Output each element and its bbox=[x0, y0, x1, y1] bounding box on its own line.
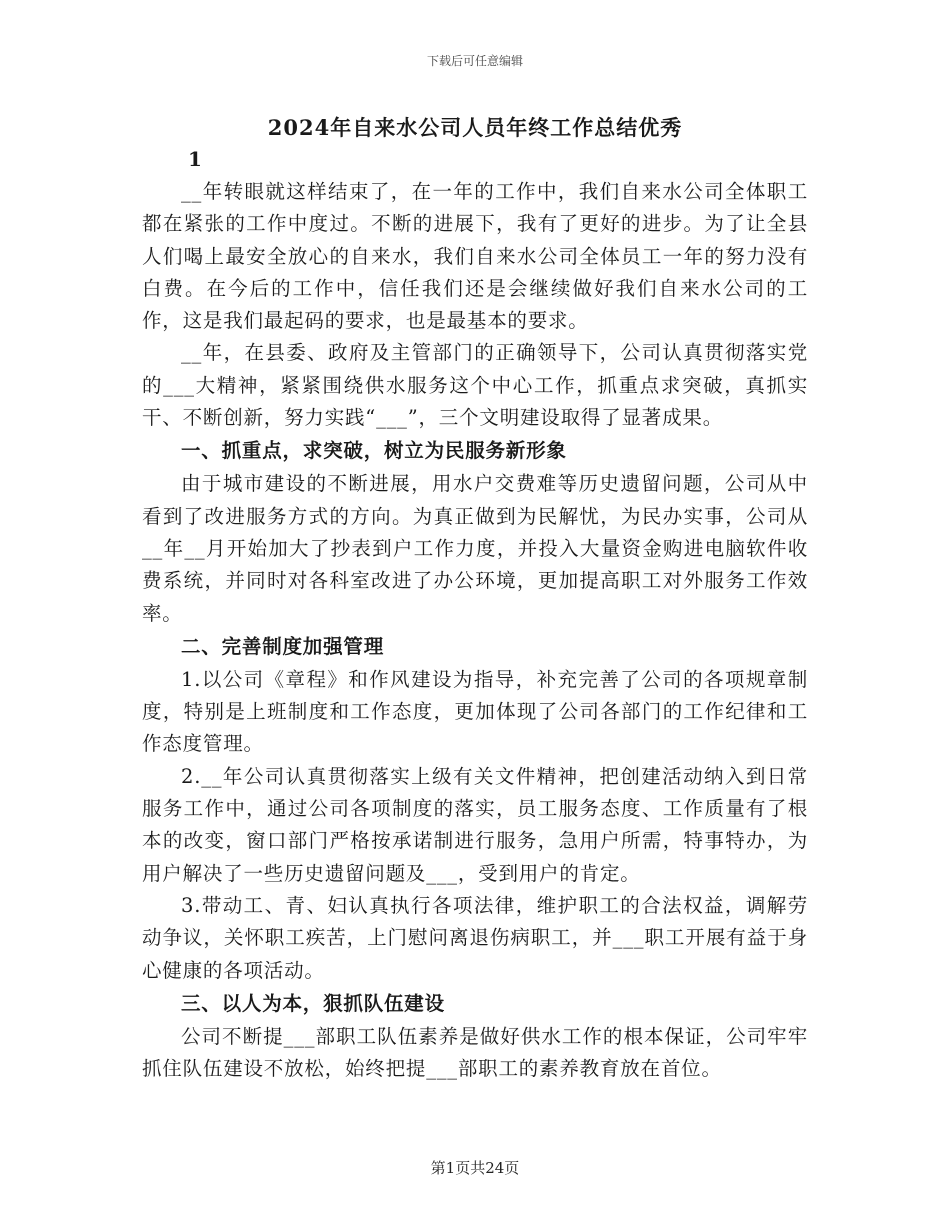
document-title: 2024年自来水公司人员年终工作总结优秀 bbox=[267, 115, 683, 140]
section-heading-1: 一、抓重点，求突破，树立为民服务新形象 bbox=[181, 439, 567, 463]
section-3-paragraph-1: 公司不断提___部职工队伍素养是做好供水工作的根本保证，公司牢牢抓住队伍建设不放松，始终把提___部职工的素养教育放在首位。 bbox=[142, 1024, 808, 1081]
section-2-paragraph-3: 3.带动工、青、妇认真执行各项法律，维护职工的合法权益，调解劳动争议，关怀职工疾苦，上门慰问离退伤病职工，并___职工开展有益于身心健康的各项活动。 bbox=[142, 893, 808, 982]
page-number-footer: 第1页共24页 bbox=[430, 1159, 520, 1177]
page-header: 下载后可任意编辑 bbox=[426, 54, 523, 68]
document-body bbox=[142, 142, 808, 1085]
section-1-paragraph-1: 由于城市建设的不断进展，用水户交费难等历史遗留问题，公司从中看到了改进服务方式的方向。为真正做到为民解忧，为民办实事，公司从__年__月开始加大了抄表到户工作力度，并投入大量资金购进电脑软件收费系统，并同时对各科室改进了办公环境，更加提高职工对外服务工作效率。 bbox=[142, 472, 808, 625]
section-number: 1 bbox=[188, 147, 202, 171]
section-heading-3: 三、以人为本，狠抓队伍建设 bbox=[181, 991, 445, 1015]
intro-paragraph-2: __年，在县委、政府及主管部门的正确领导下，公司认真贯彻落实党的___大精神，紧紧围绕供水服务这个中心工作，抓重点求突破，真抓实干、不断创新，努力实践“___”，三个文明建设取得了显著成果。 bbox=[142, 341, 808, 430]
intro-paragraph-1: __年转眼就这样结束了，在一年的工作中，我们自来水公司全体职工都在紧张的工作中度过。不断的进展下，我有了更好的进步。为了让全县人们喝上最安全放心的自来水，我们自来水公司全体员工一年的努力没有白费。在今后的工作中，信任我们还是会继续做好我们自来水公司的工作，这是我们最起码的要求，也是最基本的要求。 bbox=[142, 180, 808, 333]
section-heading-2: 二、完善制度加强管理 bbox=[181, 634, 385, 658]
section-2-paragraph-1: 1.以公司《章程》和作风建设为指导，补充完善了公司的各项规章制度，特别是上班制度和工作态度，更加体现了公司各部门的工作纪律和工作态度管理。 bbox=[142, 667, 808, 756]
section-2-paragraph-2: 2.__年公司认真贯彻落实上级有关文件精神，把创建活动纳入到日常服务工作中，通过公司各项制度的落实，员工服务态度、工作质量有了根本的改变，窗口部门严格按承诺制进行服务，急用户所需，特事特办，为用户解决了一些历史遗留问题及___，受到用户的肯定。 bbox=[142, 764, 808, 885]
